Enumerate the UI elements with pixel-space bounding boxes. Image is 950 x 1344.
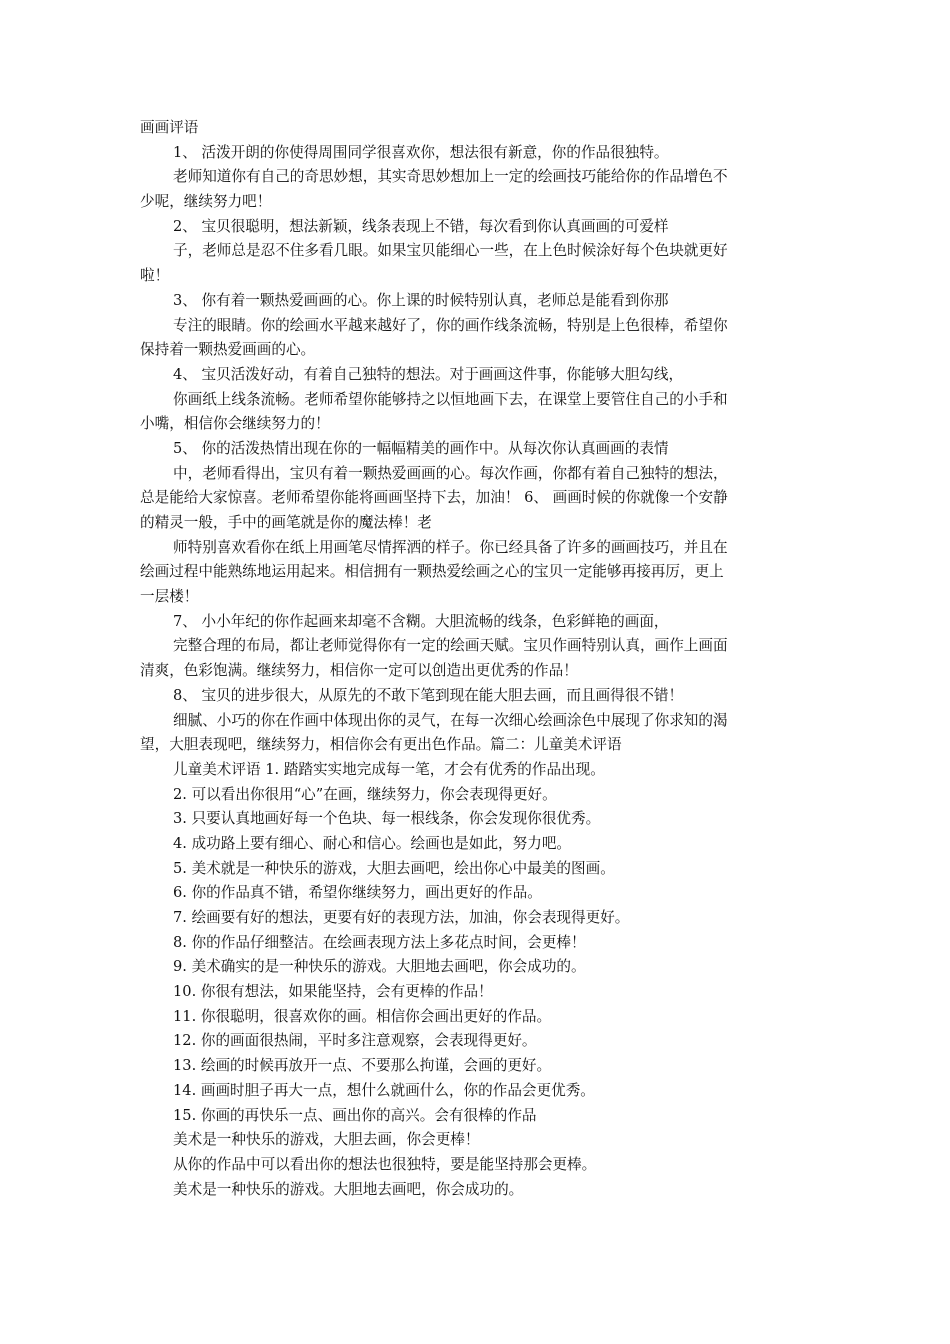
text-line: 师特别喜欢看你在纸上用画笔尽情挥洒的样子。你已经具备了许多的画画技巧，并且在	[173, 538, 728, 556]
text-line: 你画纸上线条流畅。老师希望你能够持之以恒地画下去，在课堂上要管住自己的小手和	[173, 390, 728, 408]
text-line: 从你的作品中可以看出你的想法也很独特，要是能坚持那会更棒。	[173, 1155, 597, 1173]
text-line: 15. 你画的再快乐一点、画出你的高兴。会有很棒的作品	[173, 1106, 537, 1124]
text-line: 儿童美术评语 1. 踏踏实实地完成每一笔，才会有优秀的作品出现。	[173, 760, 605, 778]
text-line: 2. 可以看出你很用“心”在画，继续努力，你会表现得更好。	[173, 785, 557, 803]
text-line: 细腻、小巧的你在作画中体现出你的灵气，在每一次细心绘画涂色中展现了你求知的渴	[173, 711, 728, 729]
text-line: 14. 画画时胆子再大一点，想什么就画什么，你的作品会更优秀。	[173, 1081, 595, 1099]
text-line: 10. 你很有想法，如果能坚持，会有更棒的作品！	[173, 983, 493, 1001]
text-line: 5. 美术就是一种快乐的游戏，大胆去画吧，绘出你心中最美的图画。	[173, 859, 615, 877]
text-line: 3. 只要认真地画好每一个色块、每一根线条，你会发现你很优秀。	[173, 810, 601, 828]
text-line: 13. 绘画的时候再放开一点、不要那么拘谨，会画的更好。	[173, 1057, 552, 1075]
text-line: 保持着一颗热爱画画的心。	[140, 341, 316, 359]
text-line: 2、 宝贝很聪明，想法新颖，线条表现上不错，每次看到你认真画画的可爱样	[173, 217, 669, 235]
text-line: 的精灵一般，手中的画笔就是你的魔法棒！老	[140, 514, 432, 531]
text-line: 4、 宝贝活泼好动，有着自己独特的想法。对于画画这件事，你能够大胆勾线，	[173, 365, 684, 383]
text-line: 清爽，色彩饱满。继续努力，相信你一定可以创造出更优秀的作品！	[140, 662, 578, 680]
text-line: 6. 你的作品真不错，希望你继续努力，画出更好的作品。	[173, 884, 542, 902]
text-line: 子，老师总是忍不住多看几眼。如果宝贝能细心一些，在上色时候涂好每个色块就更好	[173, 242, 728, 260]
text-line: 8. 你的作品仔细整洁。在绘画表现方法上多花点时间，会更棒！	[173, 933, 586, 951]
text-line: 绘画过程中能熟练地运用起来。相信拥有一颗热爱绘画之心的宝贝一定能够再接再厉，更上	[140, 563, 724, 581]
text-line: 中，老师看得出，宝贝有着一颗热爱画画的心。每次作画，你都有着自己独特的想法，	[173, 464, 728, 482]
text-line: 完整合理的布局，都让老师觉得你有一定的绘画天赋。宝贝作画特别认真，画作上画面	[173, 637, 728, 655]
document-title: 画画评语	[140, 119, 199, 136]
text-line: 美术是一种快乐的游戏。大胆地去画吧，你会成功的。	[173, 1180, 524, 1198]
text-line: 11. 你很聪明，很喜欢你的画。相信你会画出更好的作品。	[173, 1007, 552, 1025]
text-line: 老师知道你有自己的奇思妙想，其实奇思妙想加上一定的绘画技巧能给你的作品增色不	[173, 168, 728, 186]
text-line: 7. 绘画要有好的想法，更要有好的表现方法，加油，你会表现得更好。	[173, 909, 630, 926]
text-line: 9. 美术确实的是一种快乐的游戏。大胆地去画吧，你会成功的。	[173, 958, 586, 976]
text-line: 小嘴，相信你会继续努力的！	[140, 415, 330, 433]
text-line: 8、 宝贝的进步很大，从原先的不敢下笔到现在能大胆去画，而且画得很不错！	[173, 686, 684, 704]
document-body	[140, 116, 816, 1202]
text-line: 专注的眼睛。你的绘画水平越来越好了，你的画作线条流畅，特别是上色很棒，希望你	[173, 316, 728, 334]
text-line: 5、 你的活泼热情出现在你的一幅幅精美的画作中。从每次你认真画画的表情	[173, 439, 669, 457]
document-lines	[140, 141, 816, 1203]
text-line: 总是能给大家惊喜。老师希望你能将画画坚持下去，加油！ 6、 画画时候的你就像一个安静	[140, 489, 728, 507]
text-line: 7、 小小年纪的你作起画来却毫不含糊。大胆流畅的线条，色彩鲜艳的画面，	[173, 612, 669, 630]
text-line: 一层楼！	[140, 588, 199, 606]
text-line: 望，大胆表现吧，继续努力，相信你会有更出色作品。篇二：儿童美术评语	[140, 736, 622, 754]
text-line: 12. 你的画面很热闹，平时多注意观察，会表现得更好。	[173, 1032, 537, 1050]
text-line: 美术是一种快乐的游戏，大胆去画，你会更棒！	[173, 1131, 480, 1149]
text-line: 4. 成功路上要有细心、耐心和信心。绘画也是如此，努力吧。	[173, 834, 572, 852]
text-line: 少呢，继续努力吧！	[140, 193, 272, 211]
text-line: 啦！	[140, 267, 170, 285]
text-line: 1、 活泼开朗的你使得周围同学很喜欢你，想法很有新意，你的作品很独特。	[173, 143, 669, 161]
text-line: 3、 你有着一颗热爱画画的心。你上课的时候特别认真，老师总是能看到你那	[173, 291, 669, 309]
